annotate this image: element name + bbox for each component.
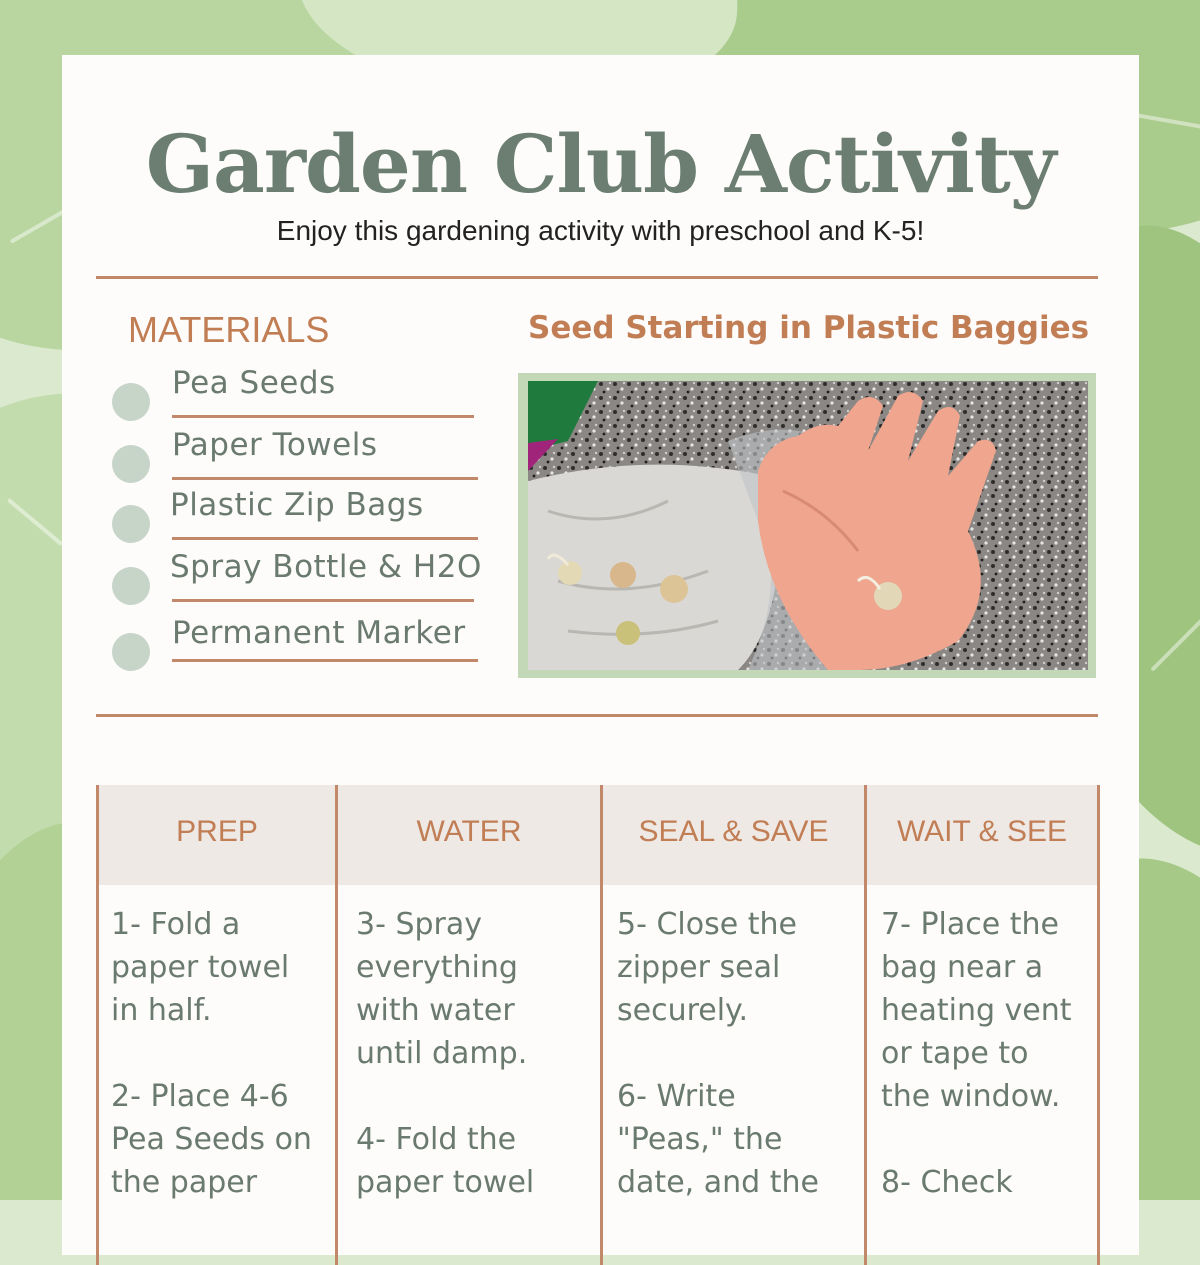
column-header-label: WAIT & SEE bbox=[896, 815, 1068, 848]
column-steps-text: 5- Close the zipper seal securely. 6- Write "Peas," the date, and the bbox=[617, 907, 819, 1200]
material-label: Spray Bottle & H2O bbox=[170, 549, 482, 585]
materials-heading: MATERIALS bbox=[128, 309, 330, 350]
material-underline bbox=[172, 537, 478, 540]
column-header bbox=[603, 785, 864, 885]
material-underline bbox=[172, 599, 474, 602]
steps-column bbox=[864, 785, 1100, 1265]
column-header bbox=[867, 785, 1097, 885]
materials-list-item bbox=[110, 365, 550, 425]
materials-list-item bbox=[110, 427, 550, 487]
column-steps-text: 1- Fold a paper towel in half. 2- Place 4-6 Pea Seeds on the paper bbox=[111, 907, 312, 1200]
bullet-dot bbox=[112, 567, 150, 605]
column-header-label: SEAL & SAVE bbox=[638, 815, 829, 848]
bullet-dot bbox=[112, 505, 150, 543]
materials-list-item bbox=[110, 487, 550, 547]
material-underline bbox=[172, 659, 478, 662]
column-header bbox=[99, 785, 335, 885]
photo-frame bbox=[518, 373, 1096, 678]
column-steps-text: 7- Place the bag near a heating vent or tape to the window. 8- Check bbox=[881, 907, 1072, 1200]
bullet-dot bbox=[112, 383, 150, 421]
page-subtitle: Enjoy this gardening activity with preschool and K-5! bbox=[276, 215, 925, 246]
materials-list-item bbox=[110, 615, 550, 675]
bullet-dot bbox=[112, 445, 150, 483]
material-label: Paper Towels bbox=[172, 427, 378, 463]
steps-column bbox=[600, 785, 864, 1265]
column-steps-text: 3- Spray everything with water until damp. 4- Fold the paper towel bbox=[356, 907, 535, 1200]
materials-list-item bbox=[110, 549, 550, 609]
photo-heading: Seed Starting in Plastic Baggies bbox=[528, 310, 1090, 346]
material-underline bbox=[172, 415, 474, 418]
steps-column bbox=[335, 785, 600, 1265]
seed-photo-illustration bbox=[528, 381, 1088, 670]
material-label: Plastic Zip Bags bbox=[170, 487, 424, 523]
material-underline bbox=[172, 477, 478, 480]
divider-middle bbox=[96, 714, 1098, 717]
divider-top bbox=[96, 276, 1098, 279]
page-title: Garden Club Activity bbox=[145, 117, 1056, 211]
material-label: Pea Seeds bbox=[172, 365, 336, 401]
bullet-dot bbox=[112, 633, 150, 671]
activity-sheet bbox=[62, 55, 1139, 1255]
seed-photo bbox=[528, 381, 1088, 670]
material-label: Permanent Marker bbox=[172, 615, 466, 651]
steps-table bbox=[96, 785, 1100, 1265]
column-header-label: PREP bbox=[176, 815, 258, 848]
column-header-label: WATER bbox=[416, 815, 522, 848]
steps-column bbox=[96, 785, 335, 1265]
column-header bbox=[338, 785, 600, 885]
